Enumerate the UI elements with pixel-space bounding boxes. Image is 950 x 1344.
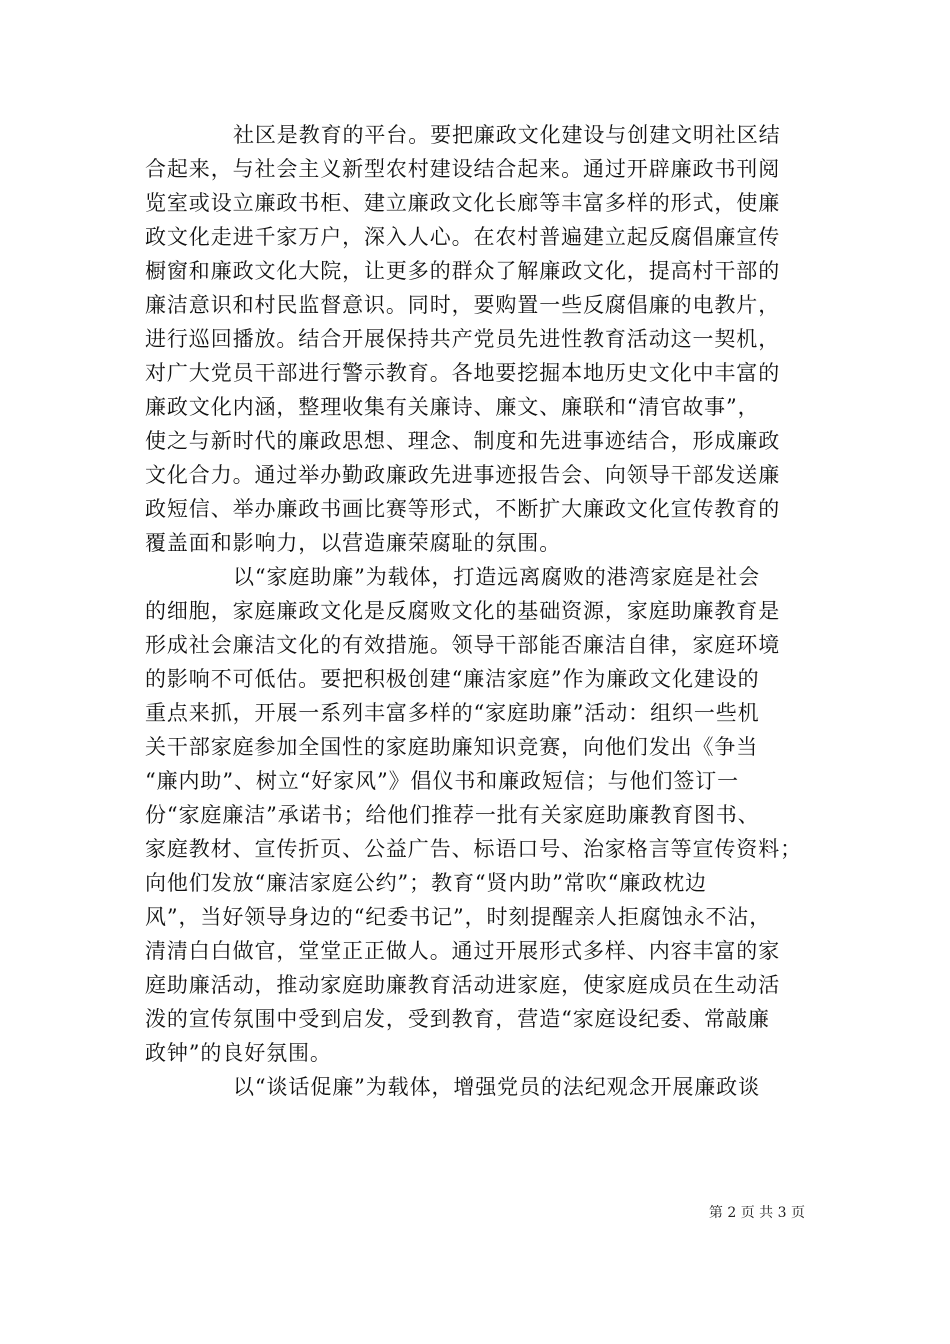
paragraph-line: 的影响不可低估。要把积极创建“廉洁家庭”作为廉政文化建设的 bbox=[145, 667, 760, 691]
paragraph-line: 向他们发放“廉洁家庭公约”；教育“贤内助”常吹“廉政枕边 bbox=[145, 871, 707, 895]
paragraph-line: 社区是教育的平台。要把廉政文化建设与创建文明社区结 bbox=[233, 123, 781, 147]
paragraph-line: 庭助廉活动，推动家庭助廉教育活动进家庭，使家庭成员在生动活 bbox=[145, 973, 781, 997]
paragraph-line: 政文化走进千家万户，深入人心。在农村普遍建立起反腐倡廉宣传 bbox=[145, 225, 781, 249]
paragraph-line: 形成社会廉洁文化的有效措施。领导干部能否廉洁自律，家庭环境 bbox=[145, 633, 781, 657]
paragraph-line: 重点来抓，开展一系列丰富多样的“家庭助廉”活动：组织一些机 bbox=[145, 701, 760, 725]
paragraph-line: 政钟”的良好氛围。 bbox=[145, 1041, 332, 1065]
paragraph-line: 的细胞，家庭廉政文化是反腐败文化的基础资源，家庭助廉教育是 bbox=[145, 599, 781, 623]
paragraph-line: 对广大党员干部进行警示教育。各地要挖掘本地历史文化中丰富的 bbox=[145, 361, 781, 385]
paragraph-line: 进行巡回播放。结合开展保持共产党员先进性教育活动这一契机， bbox=[145, 327, 781, 351]
paragraph-line: 家庭教材、宣传折页、公益广告、标语口号、治家格言等宣传资料； bbox=[145, 837, 802, 861]
page-number-footer: 第 2 页 共 3 页 bbox=[708, 1205, 805, 1221]
paragraph-line: 廉洁意识和村民监督意识。同时，要购置一些反腐倡廉的电教片， bbox=[145, 293, 781, 317]
paragraph-line: 关干部家庭参加全国性的家庭助廉知识竞赛，向他们发出《争当 bbox=[145, 735, 759, 759]
paragraph-line: 以“谈话促廉”为载体，增强党员的法纪观念开展廉政谈 bbox=[233, 1075, 760, 1099]
paragraph-line: 廉政文化内涵，整理收集有关廉诗、廉文、廉联和“清官故事”， bbox=[145, 395, 760, 419]
paragraph-line: 文化合力。通过举办勤政廉政先进事迹报告会、向领导干部发送廉 bbox=[145, 463, 781, 487]
paragraph-family-integrity bbox=[145, 560, 805, 1070]
paragraph-line: 政短信、举办廉政书画比赛等形式，不断扩大廉政文化宣传教育的 bbox=[145, 497, 781, 521]
document-body bbox=[145, 118, 805, 1104]
paragraph-line: 清清白白做官，堂堂正正做人。通过开展形式多样、内容丰富的家 bbox=[145, 939, 781, 963]
paragraph-line: 橱窗和廉政文化大院，让更多的群众了解廉政文化，提高村干部的 bbox=[145, 259, 781, 283]
paragraph-line: 风”，当好领导身边的“纪委书记”，时刻提醒亲人拒腐蚀永不沾， bbox=[145, 905, 772, 929]
paragraph-line: 份“家庭廉洁”承诺书；给他们推荐一批有关家庭助廉教育图书、 bbox=[145, 803, 760, 827]
paragraph-line: “廉内助”、树立“好家风”》倡仪书和廉政短信；与他们签订一 bbox=[145, 769, 740, 793]
paragraph-talk-integrity bbox=[145, 1070, 805, 1104]
paragraph-line: 覆盖面和影响力，以营造廉荣腐耻的氛围。 bbox=[145, 531, 562, 555]
paragraph-line: 览室或设立廉政书柜、建立廉政文化长廊等丰富多样的形式，使廉 bbox=[145, 191, 781, 215]
paragraph-line: 泼的宣传氛围中受到启发，受到教育，营造“家庭设纪委、常敲廉 bbox=[145, 1007, 770, 1031]
paragraph-line: 合起来，与社会主义新型农村建设结合起来。通过开辟廉政书刊阅 bbox=[145, 157, 781, 181]
paragraph-line: 以“家庭助廉”为载体，打造远离腐败的港湾家庭是社会 bbox=[233, 565, 760, 589]
paragraph-line: 使之与新时代的廉政思想、理念、制度和先进事迹结合，形成廉政 bbox=[145, 429, 781, 453]
paragraph-community-education bbox=[145, 118, 805, 560]
